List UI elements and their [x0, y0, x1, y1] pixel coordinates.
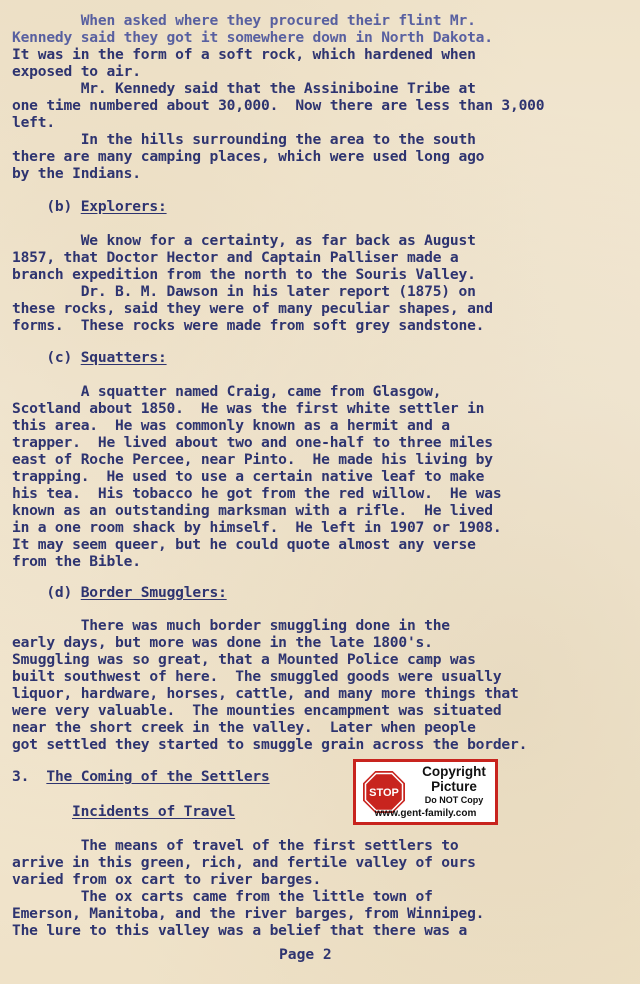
- text-line: this area. He was commonly known as a hermit and a: [12, 417, 450, 434]
- section-title: Squatters:: [80, 349, 167, 366]
- text-line: east of Roche Percee, near Pinto. He made his living by: [12, 451, 493, 468]
- stamp-url: www.gent-family.com: [374, 808, 477, 819]
- section-marker: (c): [12, 349, 81, 366]
- text-line: early days, but more was done in the late 1800's.: [12, 634, 433, 651]
- text-line: were very valuable. The mounties encampment was situated: [12, 702, 502, 719]
- text-line: branch expedition from the north to the Souris Valley.: [12, 266, 476, 283]
- text-line: Smuggling was so great, that a Mounted Police camp was: [12, 651, 476, 668]
- section-marker: (d): [12, 584, 81, 601]
- text-line: one time numbered about 30,000. Now there are less than 3,000: [12, 97, 545, 114]
- section-marker: (b): [12, 198, 81, 215]
- section-heading-border-smugglers: [12, 584, 227, 601]
- text-line: forms. These rocks were made from soft grey sandstone.: [12, 317, 485, 334]
- text-line: near the short creek in the valley. Later when people: [12, 719, 476, 736]
- chapter-title: The Coming of the Settlers: [46, 768, 270, 785]
- text-line: trapping. He used to use a certain native leaf to make: [12, 468, 485, 485]
- stamp-subtitle: Do NOT Copy: [424, 795, 484, 805]
- text-line: got settled they started to smuggle grain across the border.: [12, 736, 528, 753]
- text-line: When asked where they procured their flint Mr.: [12, 12, 476, 29]
- section-title: Border Smugglers:: [80, 584, 227, 601]
- text-line: It may seem queer, but he could quote almost any verse: [12, 536, 476, 553]
- text-line: The means of travel of the first settlers to: [12, 837, 459, 854]
- page-number: Page 2: [279, 946, 332, 963]
- text-line: varied from ox cart to river barges.: [12, 871, 322, 888]
- text-line: in a one room shack by himself. He left in 1907 or 1908.: [12, 519, 502, 536]
- text-line: In the hills surrounding the area to the south: [12, 131, 476, 148]
- text-line: by the Indians.: [12, 165, 141, 182]
- text-line: left.: [12, 114, 55, 131]
- section-heading-squatters: [12, 349, 167, 366]
- text-line: Kennedy said they got it somewhere down in North Dakota.: [12, 29, 493, 46]
- text-line: 1857, that Doctor Hector and Captain Palliser made a: [12, 249, 459, 266]
- text-line: Dr. B. M. Dawson in his later report (1875) on: [12, 283, 476, 300]
- text-line: The ox carts came from the little town of: [12, 888, 433, 905]
- text-line: Emerson, Manitoba, and the river barges, from Winnipeg.: [12, 905, 485, 922]
- text-line: from the Bible.: [12, 553, 141, 570]
- stop-sign-icon: [363, 771, 405, 813]
- text-line: Mr. Kennedy said that the Assiniboine Tribe at: [12, 80, 476, 97]
- stop-sign-label: STOP: [369, 787, 399, 799]
- text-line: There was much border smuggling done in the: [12, 617, 450, 634]
- chapter-number: 3.: [12, 768, 47, 785]
- text-line: these rocks, said they were of many peculiar shapes, and: [12, 300, 493, 317]
- text-line: Scotland about 1850. He was the first white settler in: [12, 400, 485, 417]
- text-line: exposed to air.: [12, 63, 141, 80]
- text-line: there are many camping places, which were used long ago: [12, 148, 485, 165]
- chapter-heading: [12, 768, 270, 785]
- copyright-stamp: [353, 759, 498, 825]
- text-line: The lure to this valley was a belief that there was a: [12, 922, 468, 939]
- text-line: arrive in this green, rich, and fertile valley of ours: [12, 854, 476, 871]
- text-line: It was in the form of a soft rock, which hardened when: [12, 46, 476, 63]
- section-title: Explorers:: [80, 198, 167, 215]
- text-line: A squatter named Craig, came from Glasgow,: [12, 383, 442, 400]
- text-line: known as an outstanding marksman with a rifle. He lived: [12, 502, 493, 519]
- text-line: his tea. His tobacco he got from the red willow. He was: [12, 485, 502, 502]
- subheading: Incidents of Travel: [72, 803, 236, 820]
- text-line: liquor, hardware, horses, cattle, and many more things that: [12, 685, 519, 702]
- stamp-title: Copyright Picture: [422, 764, 486, 794]
- text-line: We know for a certainty, as far back as August: [12, 232, 476, 249]
- text-line: built southwest of here. The smuggled goods were usually: [12, 668, 502, 685]
- section-heading-explorers: [12, 198, 167, 215]
- text-line: trapper. He lived about two and one-half to three miles: [12, 434, 493, 451]
